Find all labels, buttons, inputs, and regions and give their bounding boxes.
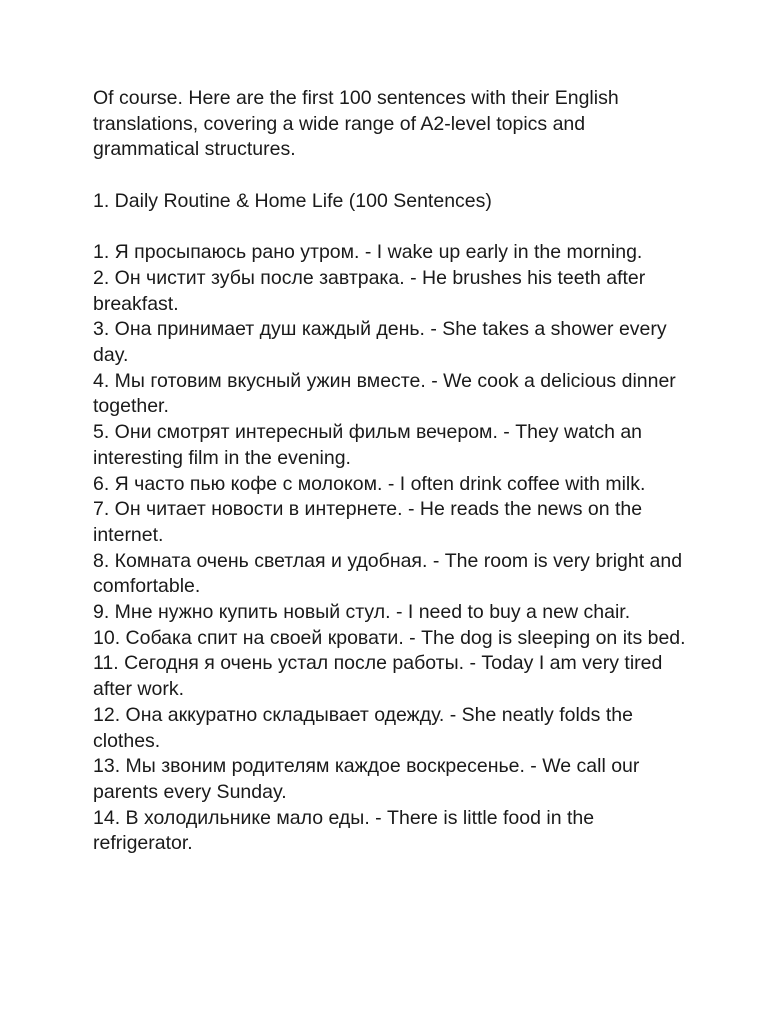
section-heading: 1. Daily Routine & Home Life (100 Sentences) (93, 189, 492, 212)
sentence-item: 9. Мне нужно купить новый стул. - I need to buy a new chair. (93, 601, 631, 624)
sentence-item: 13. Мы звоним родителям каждое воскресенье. - We call our parents every Sunday. (93, 755, 640, 803)
sentence-item: 11. Сегодня я очень устал после работы. - Today I am very tired after work. (93, 652, 663, 701)
sentence-item: 5. Они смотрят интересный фильм вечером. - They watch an interesting film in the evening. (93, 421, 643, 469)
sentence-item: 7. Он читает новости в интернете. - He reads the news on the internet. (93, 498, 643, 546)
sentence-item: 4. Мы готовим вкусный ужин вместе. - We cook a delicious dinner together. (93, 369, 676, 418)
sentence-item: 6. Я часто пью кофе с молоком. - I often drink coffee with milk. (93, 472, 646, 495)
sentence-item: 3. Она принимает душ каждый день. - She takes a shower every day. (93, 318, 667, 366)
paragraph-spacer (93, 163, 693, 189)
paragraph-spacer (93, 215, 693, 241)
sentence-item: 14. В холодильнике мало еды. - There is little food in the refrigerator. (93, 806, 595, 855)
sentence-item: 1. Я просыпаюсь рано утром. - I wake up early in the morning. (93, 241, 643, 264)
document-page (93, 86, 693, 857)
intro-paragraph: Of course. Here are the first 100 sentences with their English translations, covering a wide range of A2-level topics and grammatical structures. (93, 87, 619, 161)
sentence-item: 8. Комната очень светлая и удобная. - The room is very bright and comfortable. (93, 549, 683, 598)
sentence-item: 2. Он чистит зубы после завтрака. - He brushes his teeth after breakfast. (93, 266, 646, 315)
sentence-item: 10. Собака спит на своей кровати. - The dog is sleeping on its bed. (93, 626, 686, 649)
sentence-list (93, 240, 693, 857)
sentence-item: 12. Она аккуратно складывает одежду. - She neatly folds the clothes. (93, 703, 633, 752)
